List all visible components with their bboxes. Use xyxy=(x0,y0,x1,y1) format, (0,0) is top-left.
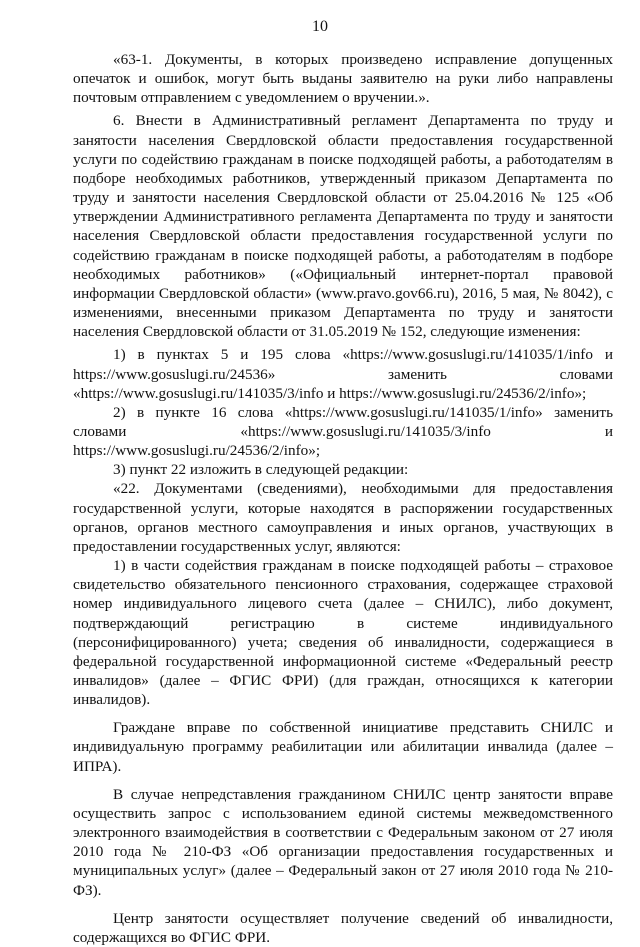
paragraph-point-22: «22. Документами (сведениями), необходимыми для предоставления государственной услуги, которые находятся в распоряжении государственных органов, органов местного самоуправления и иных органов, участвующих в предоставлении государственных услуг, являются: xyxy=(73,480,613,555)
paragraph-subitem-2: 2) в пункте 16 слова «https://www.gosuslugi.ru/141035/1/info» заменить словами «https://www.gosuslugi.ru/141035/3/info и https://www.gosuslugi.ru/24536/2/info»; xyxy=(73,403,613,460)
paragraph-citizens-right: Граждане вправе по собственной инициативе представить СНИЛС и индивидуальную программу реабилитации или абилитации инвалида (далее – ИПРА). xyxy=(73,719,613,775)
paragraph-point-22-item-1: 1) в части содействия гражданам в поиске подходящей работы – страховое свидетельство обязательного пенсионного страхования, содержащее страховой номер индивидуального лицевого счета (далее – СНИЛС), либо документ, подтверждающий регистрацию в системе индивидуального (персонифицированного) учета; сведения об инвалидности, содержащиеся в федеральной государственной информационной системе «Федеральный реестр инвалидов» (далее – ФГИС ФРИ) (для граждан, относящихся к категории инвалидов). xyxy=(73,557,613,709)
paragraph-item-6: 6. Внести в Административный регламент Департамента по труду и занятости населения Свердловской области предоставления государственной услуги по содействию гражданам в поиске подходящей работы, а работодателям в подборе необходимых работников, утвержденный приказом Департамента по труду и занятости населения Свердловской области от 25.04.2016 № 125 «Об утверждении Административного регламента Департамента по труду и занятости населения Свердловской области предоставления государственной услуги по содействию гражданам в поиске подходящей работы, а работодателям в подборе необходимых работников» («Официальный интернет-портал правовой информации Свердловской области» (www.pravo.gov66.ru), 2016, 5 мая, № 8042), с изменениями, внесенными приказом Департамента по труду и занятости населения Свердловской области от 31.05.2019 № 152, следующие изменения: xyxy=(73,112,613,341)
paragraph-fgis-fri: Центр занятости осуществляет получение сведений об инвалидности, содержащихся во ФГИС ФРИ. xyxy=(73,909,613,946)
paragraph-subitem-3: 3) пункт 22 изложить в следующей редакции: xyxy=(113,461,409,479)
paragraph-subitem-1: 1) в пунктах 5 и 195 слова «https://www.gosuslugi.ru/141035/1/info и https://www.gosuslugi.ru/24536» заменить словами «https://www.gosuslugi.ru/141035/3/info и https://www.gosuslugi.ru/24536/2/info»; xyxy=(73,346,613,402)
paragraph-snils-request: В случае непредставления гражданином СНИЛС центр занятости вправе осуществить запрос с использованием единой системы межведомственного электронного взаимодействия в соответствии с Федеральным законом от 27 июля 2010 года № 210-ФЗ «Об организации предоставления государственных и муниципальных услуг» (далее – Федеральный закон от 27 июля 2010 года № 210-ФЗ). xyxy=(73,785,613,899)
paragraph-63-1: «63-1. Документы, в которых произведено исправление допущенных опечаток и ошибок, могут быть выданы заявителю на руки либо направлены почтовым отправлением с уведомлением о вручении.». xyxy=(73,51,613,107)
page-number: 10 xyxy=(312,18,328,35)
document-body xyxy=(73,50,613,947)
